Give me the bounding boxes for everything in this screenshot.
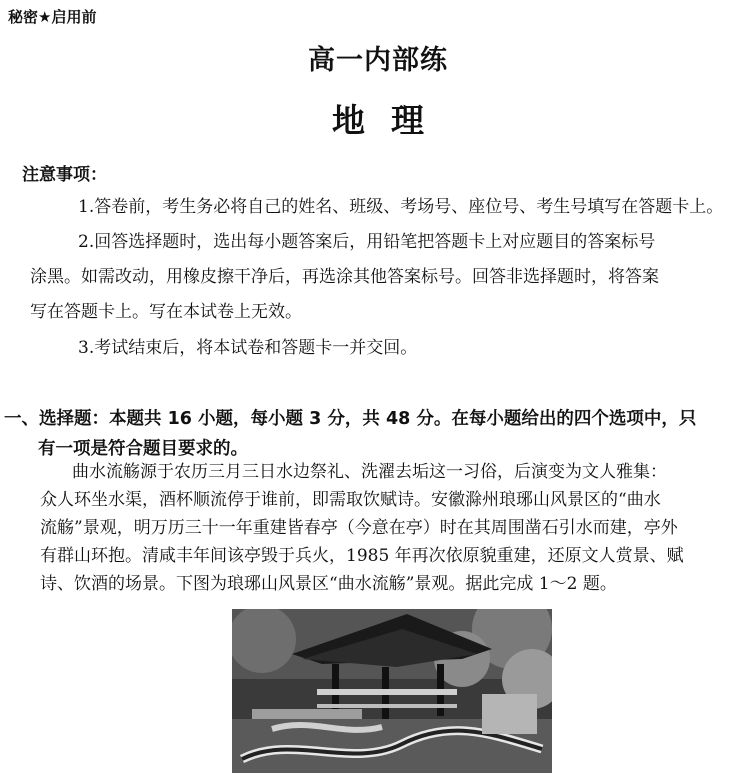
subject-title: 地理 [332,101,450,140]
notice-item-2-line-3: 写在答题卡上。写在本试卷上无效。 [30,302,302,322]
notice-item-2-line-1: 2.回答选择题时，选出每小题答案后，用铅笔把答题卡上对应题目的答案标号 [78,232,656,252]
notice-heading: 注意事项： [22,165,107,185]
passage-line-5: 诗、饮酒的场景。下图为琅琊山风景区“曲水流觞”景观。据此完成 1～2 题。 [40,574,617,594]
passage-line-4: 有群山环抱。清咸丰年间该亭毁于兵火，1985 年再次依原貌重建，还原文人赏景、赋 [40,546,684,566]
notice-item-1: 1.答卷前，考生务必将自己的姓名、班级、考场号、座位号、考生号填写在答题卡上。 [78,197,724,217]
secret-mark: 秘密★启用前 [8,8,97,26]
pavilion-photo [232,609,552,773]
exam-title: 高一内部练 [308,45,448,76]
pavilion-photo-drawing [232,609,552,773]
passage-line-1: 曲水流觞源于农历三月三日水边祭礼、洗濯去垢这一习俗，后演变为文人雅集： [72,462,667,482]
passage-line-3: 流觞”景观，明万历三十一年重建皆春亭（今意在亭）时在其周围凿石引水而建，亭外 [40,518,678,538]
section-heading-line-2: 有一项是符合题目要求的。 [38,439,248,459]
section-heading-line-1: 一、选择题：本题共 16 小题，每小题 3 分，共 48 分。在每小题给出的四个选项中，只 [4,409,697,429]
passage-line-2: 众人环坐水渠，酒杯顺流停于谁前，即需取饮赋诗。安徽滁州琅琊山风景区的“曲水 [40,490,661,510]
notice-item-3: 3.考试结束后，将本试卷和答题卡一并交回。 [78,338,418,358]
notice-item-2-line-2: 涂黑。如需改动，用橡皮擦干净后，再选涂其他答案标号。回答非选择题时，将答案 [30,267,659,287]
